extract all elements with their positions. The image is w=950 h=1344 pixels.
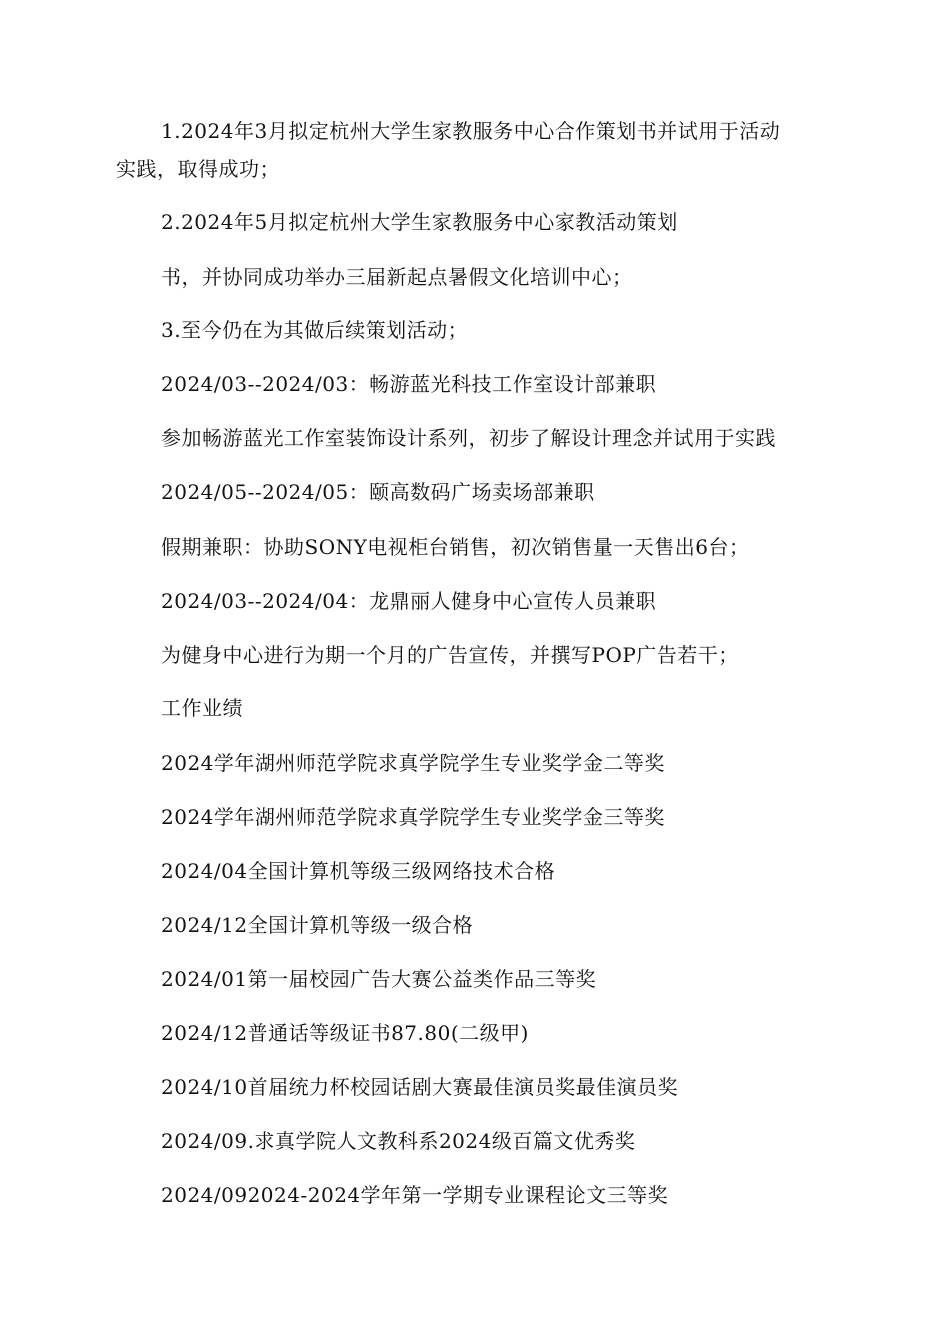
- paragraph-line-3: 3.至今仍在为其做后续策划活动；: [161, 318, 469, 342]
- job-title-2: 2024/05--2024/05：颐高数码广场卖场部兼职: [161, 480, 595, 504]
- job-description-2: 假期兼职：协助SONY电视柜台销售，初次销售量一天售出6台；: [161, 535, 750, 559]
- achievement-item: 2024/04全国计算机等级三级网络技术合格: [161, 859, 556, 883]
- job-title-3: 2024/03--2024/04：龙鼎丽人健身中心宣传人员兼职: [161, 589, 657, 613]
- paragraph-line-1-continued: 实践，取得成功；: [116, 157, 280, 181]
- paragraph-line-1: 1.2024年3月拟定杭州大学生家教服务中心合作策划书并试用于活动: [161, 119, 781, 143]
- achievement-item: 2024学年湖州师范学院求真学院学生专业奖学金三等奖: [161, 805, 665, 829]
- paragraph-line-2: 2.2024年5月拟定杭州大学生家教服务中心家教活动策划: [161, 210, 678, 234]
- achievement-item: 2024/092024-2024学年第一学期专业课程论文三等奖: [161, 1183, 669, 1207]
- job-description-1: 参加畅游蓝光工作室装饰设计系列，初步了解设计理念并试用于实践: [161, 426, 776, 450]
- achievement-item: 2024学年湖州师范学院求真学院学生专业奖学金二等奖: [161, 751, 665, 775]
- paragraph-line-2-continued: 书，并协同成功举办三届新起点暑假文化培训中心；: [161, 265, 633, 289]
- section-heading: 工作业绩: [161, 696, 243, 720]
- achievement-item: 2024/10首届统力杯校园话剧大赛最佳演员奖最佳演员奖: [161, 1075, 679, 1099]
- achievement-item: 2024/09.求真学院人文教科系2024级百篇文优秀奖: [161, 1129, 636, 1153]
- achievement-item: 2024/12普通话等级证书87.80(二级甲): [161, 1021, 529, 1045]
- achievement-item: 2024/01第一届校园广告大赛公益类作品三等奖: [161, 967, 597, 991]
- job-description-3: 为健身中心进行为期一个月的广告宣传，并撰写POP广告若干；: [161, 643, 739, 667]
- achievement-item: 2024/12全国计算机等级一级合格: [161, 913, 474, 937]
- job-title-1: 2024/03--2024/03：畅游蓝光科技工作室设计部兼职: [161, 372, 657, 396]
